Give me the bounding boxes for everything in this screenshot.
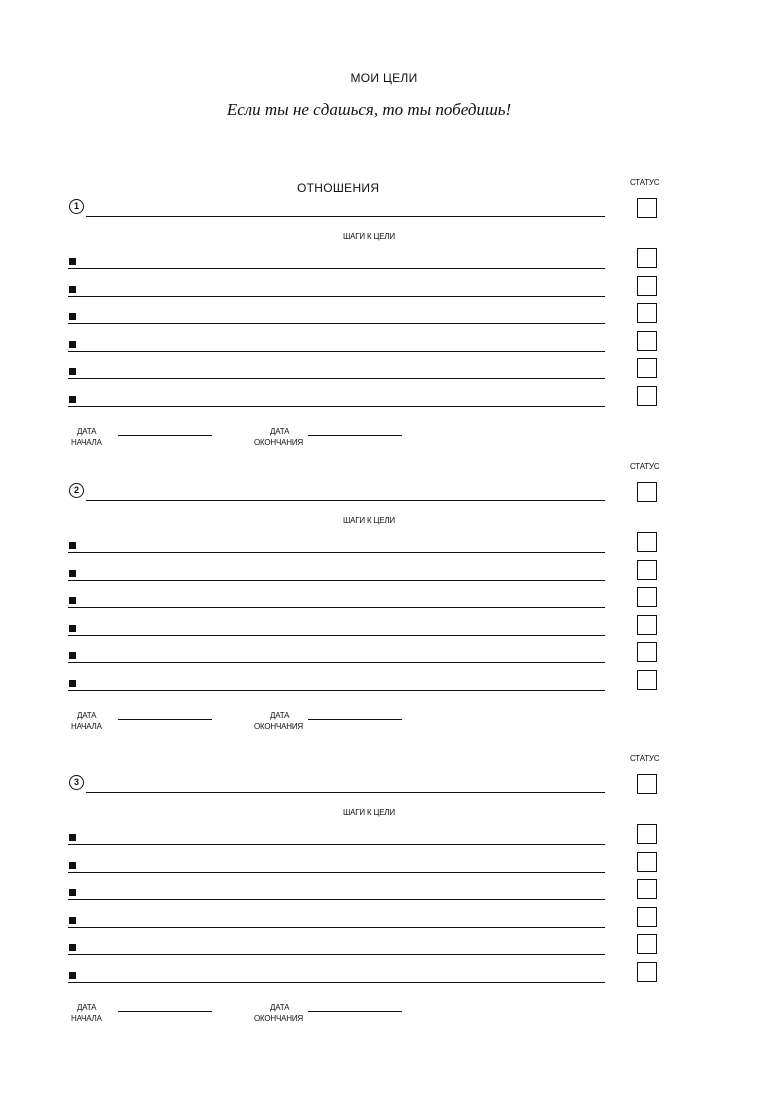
step-bullet: [69, 258, 76, 265]
step-status-checkbox[interactable]: [637, 879, 657, 899]
step-input-line[interactable]: [68, 872, 605, 873]
step-bullet: [69, 396, 76, 403]
step-bullet: [69, 313, 76, 320]
end-date-label-line1: ДАТА: [270, 427, 290, 436]
status-label: СТАТУС: [630, 462, 660, 471]
end-date-input-line[interactable]: [308, 1011, 402, 1012]
end-date-label-line2: ОКОНЧАНИЯ: [254, 438, 303, 447]
end-date-input-line[interactable]: [308, 435, 402, 436]
step-input-line[interactable]: [68, 954, 605, 955]
step-input-line[interactable]: [68, 690, 605, 691]
step-bullet: [69, 862, 76, 869]
goal-input-line-2[interactable]: [86, 500, 605, 501]
status-label: СТАТУС: [630, 178, 660, 187]
step-bullet: [69, 889, 76, 896]
goal-number-2: 2: [69, 483, 84, 498]
step-bullet: [69, 680, 76, 687]
step-bullet: [69, 570, 76, 577]
step-status-checkbox[interactable]: [637, 587, 657, 607]
step-bullet: [69, 341, 76, 348]
step-status-checkbox[interactable]: [637, 907, 657, 927]
step-status-checkbox[interactable]: [637, 303, 657, 323]
step-input-line[interactable]: [68, 378, 605, 379]
step-input-line[interactable]: [68, 268, 605, 269]
start-date-input-line[interactable]: [118, 435, 212, 436]
step-input-line[interactable]: [68, 927, 605, 928]
page-title: МОИ ЦЕЛИ: [350, 71, 418, 85]
step-input-line[interactable]: [68, 607, 605, 608]
step-input-line[interactable]: [68, 552, 605, 553]
steps-title: ШАГИ К ЦЕЛИ: [343, 516, 395, 525]
step-bullet: [69, 368, 76, 375]
end-date-label-line1: ДАТА: [270, 1003, 290, 1012]
step-status-checkbox[interactable]: [637, 852, 657, 872]
step-status-checkbox[interactable]: [637, 331, 657, 351]
step-bullet: [69, 917, 76, 924]
start-date-label-line2: НАЧАЛА: [71, 438, 102, 447]
step-status-checkbox[interactable]: [637, 642, 657, 662]
step-input-line[interactable]: [68, 580, 605, 581]
goal-number-1: 1: [69, 199, 84, 214]
step-input-line[interactable]: [68, 351, 605, 352]
goal-status-checkbox-2[interactable]: [637, 482, 657, 502]
status-label: СТАТУС: [630, 754, 660, 763]
step-bullet: [69, 625, 76, 632]
goal-input-line-1[interactable]: [86, 216, 605, 217]
step-input-line[interactable]: [68, 899, 605, 900]
step-status-checkbox[interactable]: [637, 358, 657, 378]
step-input-line[interactable]: [68, 982, 605, 983]
step-status-checkbox[interactable]: [637, 532, 657, 552]
step-input-line[interactable]: [68, 323, 605, 324]
start-date-label-line2: НАЧАЛА: [71, 722, 102, 731]
goal-status-checkbox-1[interactable]: [637, 198, 657, 218]
motivational-quote: Если ты не сдашься, то ты победишь!: [226, 100, 512, 119]
step-bullet: [69, 944, 76, 951]
step-status-checkbox[interactable]: [637, 276, 657, 296]
step-input-line[interactable]: [68, 635, 605, 636]
step-bullet: [69, 286, 76, 293]
step-bullet: [69, 834, 76, 841]
end-date-label-line1: ДАТА: [270, 711, 290, 720]
step-input-line[interactable]: [68, 844, 605, 845]
step-bullet: [69, 542, 76, 549]
start-date-label-line1: ДАТА: [77, 427, 97, 436]
end-date-label-line2: ОКОНЧАНИЯ: [254, 722, 303, 731]
step-status-checkbox[interactable]: [637, 248, 657, 268]
step-bullet: [69, 652, 76, 659]
end-date-input-line[interactable]: [308, 719, 402, 720]
step-status-checkbox[interactable]: [637, 386, 657, 406]
step-input-line[interactable]: [68, 406, 605, 407]
step-status-checkbox[interactable]: [637, 934, 657, 954]
step-status-checkbox[interactable]: [637, 670, 657, 690]
start-date-label-line1: ДАТА: [77, 711, 97, 720]
step-status-checkbox[interactable]: [637, 560, 657, 580]
step-input-line[interactable]: [68, 296, 605, 297]
category-title: ОТНОШЕНИЯ: [297, 181, 380, 195]
start-date-label-line1: ДАТА: [77, 1003, 97, 1012]
step-status-checkbox[interactable]: [637, 824, 657, 844]
step-status-checkbox[interactable]: [637, 615, 657, 635]
steps-title: ШАГИ К ЦЕЛИ: [343, 808, 395, 817]
start-date-input-line[interactable]: [118, 719, 212, 720]
step-status-checkbox[interactable]: [637, 962, 657, 982]
step-input-line[interactable]: [68, 662, 605, 663]
start-date-input-line[interactable]: [118, 1011, 212, 1012]
end-date-label-line2: ОКОНЧАНИЯ: [254, 1014, 303, 1023]
step-bullet: [69, 597, 76, 604]
goal-input-line-3[interactable]: [86, 792, 605, 793]
steps-title: ШАГИ К ЦЕЛИ: [343, 232, 395, 241]
step-bullet: [69, 972, 76, 979]
goal-status-checkbox-3[interactable]: [637, 774, 657, 794]
start-date-label-line2: НАЧАЛА: [71, 1014, 102, 1023]
goal-number-3: 3: [69, 775, 84, 790]
